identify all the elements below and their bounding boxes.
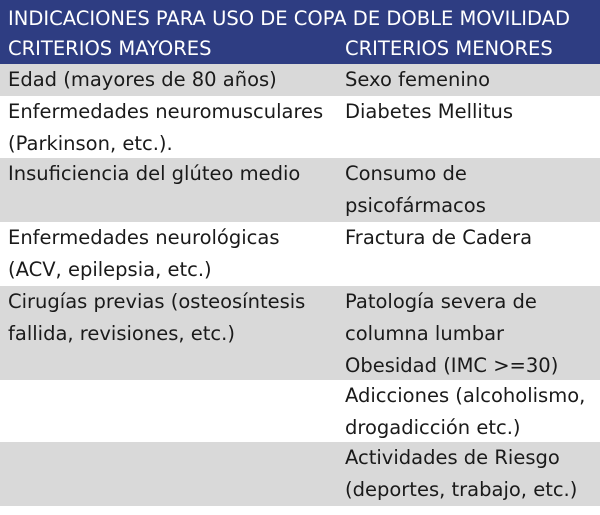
minor-criterion-text: psicofármacos	[345, 194, 486, 217]
major-criterion-text: (ACV, epilepsia, etc.)	[8, 258, 212, 281]
major-criterion-cell	[8, 158, 338, 190]
table-row	[0, 64, 600, 96]
minor-criterion-text: Fractura de Cadera	[345, 226, 533, 249]
minor-criterion-text: Obesidad (IMC >=30)	[345, 354, 559, 377]
minor-criterion-text: Diabetes Mellitus	[345, 100, 513, 123]
minor-criterion-cell	[345, 442, 595, 506]
major-criterion-cell	[8, 222, 338, 286]
table-row	[0, 380, 600, 442]
major-criterion-text: Enfermedades neuromusculares	[8, 100, 324, 123]
minor-criterion-cell	[345, 64, 595, 96]
table-header	[0, 0, 600, 64]
table-row	[0, 350, 600, 380]
minor-criterion-cell	[345, 222, 595, 254]
minor-criterion-text: columna lumbar	[345, 322, 505, 345]
major-criterion-text: Enfermedades neurológicas	[8, 226, 280, 249]
major-criterion-text: Insuficiencia del glúteo medio	[8, 162, 301, 185]
minor-criterion-cell	[345, 158, 595, 222]
major-criterion-cell	[8, 64, 338, 96]
major-criterion-text: (Parkinson, etc.).	[8, 132, 173, 155]
minor-criterion-text: Adicciones (alcoholismo,	[345, 384, 586, 407]
minor-criterion-text: (deportes, trabajo, etc.)	[345, 478, 578, 501]
table-row	[0, 158, 600, 222]
minor-criterion-text: Consumo de	[345, 162, 467, 185]
major-criterion-text: Cirugías previas (osteosíntesis	[8, 290, 306, 313]
column-header-minor: CRITERIOS MENORES	[345, 37, 553, 60]
minor-criterion-cell	[345, 380, 595, 444]
table-row	[0, 442, 600, 506]
table-row	[0, 286, 600, 350]
major-criterion-cell	[8, 286, 338, 350]
table-row	[0, 96, 600, 158]
major-criterion-text: fallida, revisiones, etc.)	[8, 322, 235, 345]
minor-criterion-text: Sexo femenino	[345, 68, 491, 91]
minor-criterion-cell	[345, 350, 595, 382]
minor-criterion-text: Actividades de Riesgo	[345, 446, 560, 469]
minor-criterion-cell	[345, 96, 595, 128]
minor-criterion-cell	[345, 286, 595, 350]
minor-criterion-text: Patología severa de	[345, 290, 537, 313]
table-title: INDICACIONES PARA USO DE COPA DE DOBLE MOVILIDAD	[8, 7, 571, 30]
major-criterion-cell	[8, 96, 338, 160]
minor-criterion-text: drogadicción etc.)	[345, 416, 521, 439]
table-row	[0, 222, 600, 286]
major-criterion-text: Edad (mayores de 80 años)	[8, 68, 277, 91]
column-header-major: CRITERIOS MAYORES	[8, 37, 212, 60]
